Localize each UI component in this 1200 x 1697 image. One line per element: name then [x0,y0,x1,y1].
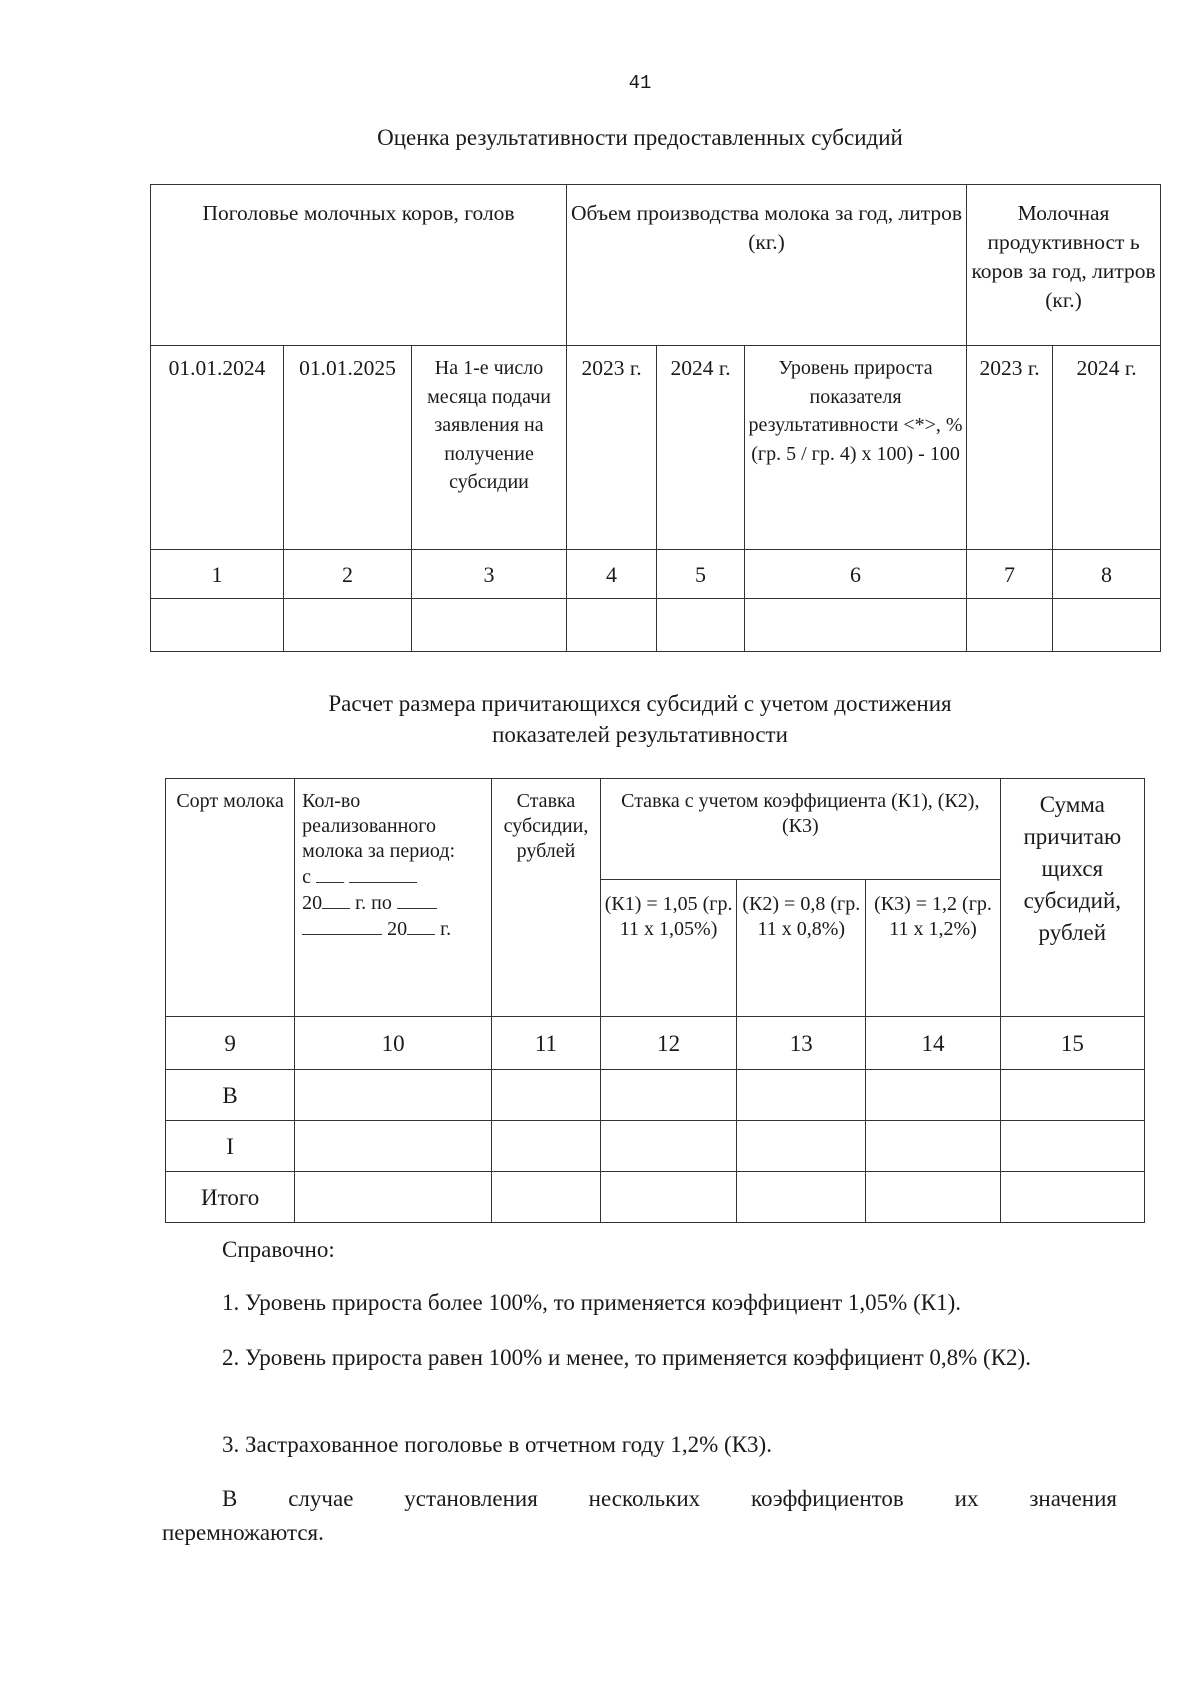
note-item-1: 1. Уровень прироста более 100%, то применяется коэффициент 1,05% (К1). [222,1290,961,1315]
table2-title-line2: показателей результативности [492,722,788,747]
column-number: 4 [567,550,657,599]
empty-cell [295,1121,492,1172]
column-number: 9 [166,1017,295,1070]
empty-cell [600,1121,736,1172]
subheader-cell: 2023 г. [967,346,1053,550]
header-herd: Поголовье молочных коров, голов [151,185,567,346]
table-row [166,1070,1145,1121]
empty-cell [1053,599,1161,652]
empty-cell [737,1070,866,1121]
column-number: 8 [1053,550,1161,599]
coef-k2: (К2) = 0,8 (гр. 11 х 0,8%) [737,880,866,1017]
effectiveness-table [150,184,1161,652]
empty-cell [737,1172,866,1223]
empty-cell [151,599,284,652]
empty-cell [866,1121,1000,1172]
column-number: 10 [295,1017,492,1070]
empty-cell [745,599,967,652]
empty-cell [657,599,745,652]
empty-cell [600,1172,736,1223]
subheader-cell: На 1-е число месяца подачи заявления на получение субсидии [412,346,567,550]
table-row [166,1172,1145,1223]
empty-cell [295,1172,492,1223]
column-number: 1 [151,550,284,599]
subheader-cell: 01.01.2024 [151,346,284,550]
subheader-cell: Уровень прироста показателя результативности <*>, % (гр. 5 / гр. 4) х 100) - 100 [745,346,967,550]
subsidy-calculation-table [165,778,1145,1223]
row-grade: Итого [166,1172,295,1223]
column-number: 13 [737,1017,866,1070]
empty-cell [866,1172,1000,1223]
empty-cell [295,1070,492,1121]
header-rate-coef: Ставка с учетом коэффициента (К1), (К2), (К3) [600,779,1000,880]
subheader-cell: 01.01.2025 [284,346,412,550]
subheader-cell: 2024 г. [657,346,745,550]
quantity-label: Кол-во реализованного молока за период: [302,790,456,862]
notes-heading: Справочно: [222,1237,335,1262]
page-number: 41 [628,72,652,94]
empty-cell [491,1121,600,1172]
column-number: 3 [412,550,567,599]
note-item-3: 3. Застрахованное поголовье в отчетном году 1,2% (К3). [222,1432,772,1457]
column-number: 5 [657,550,745,599]
column-number: 7 [967,550,1053,599]
header-volume: Объем производства молока за год, литров (кг.) [567,185,967,346]
row-grade: I [166,1121,295,1172]
empty-cell [491,1070,600,1121]
coef-k3: (К3) = 1,2 (гр. 11 х 1,2%) [866,880,1000,1017]
empty-cell [1000,1121,1144,1172]
empty-cell [412,599,567,652]
quantity-from: с [302,864,491,890]
empty-cell [866,1070,1000,1121]
subheader-cell: 2024 г. [1053,346,1161,550]
column-number: 2 [284,550,412,599]
empty-cell [491,1172,600,1223]
column-number: 11 [491,1017,600,1070]
empty-cell [967,599,1053,652]
header-productivity: Молочная продуктивност ь коров за год, литров (кг.) [967,185,1161,346]
column-number: 6 [745,550,967,599]
header-sum: Сумма причитаю щихся субсидий, рублей [1000,779,1144,1017]
column-number: 12 [600,1017,736,1070]
header-quantity [295,779,492,1017]
row-grade: В [166,1070,295,1121]
note-final: В случае установления нескольких коэффициентов их значения перемножаются. [162,1486,1117,1545]
coef-k1: (К1) = 1,05 (гр. 11 х 1,05%) [600,880,736,1017]
column-number: 14 [866,1017,1000,1070]
table1-title: Оценка результативности предоставленных субсидий [377,125,903,150]
note-item-2: 2. Уровень прироста равен 100% и менее, то применяется коэффициент 0,8% (К2). [222,1345,1031,1370]
header-grade: Сорт молока [166,779,295,1017]
empty-cell [1000,1172,1144,1223]
quantity-to-year: 20 г. [302,916,491,942]
empty-cell [284,599,412,652]
empty-cell [600,1070,736,1121]
empty-cell [737,1121,866,1172]
table2-title-line1: Расчет размера причитающихся субсидий с учетом достижения [328,691,952,716]
table-row [166,1121,1145,1172]
quantity-from-year: 20 г. по [302,890,491,916]
empty-cell [567,599,657,652]
column-number: 15 [1000,1017,1144,1070]
header-rate: Ставка субсидии, рублей [491,779,600,1017]
table2-title [0,688,1200,750]
subheader-cell: 2023 г. [567,346,657,550]
empty-cell [1000,1070,1144,1121]
